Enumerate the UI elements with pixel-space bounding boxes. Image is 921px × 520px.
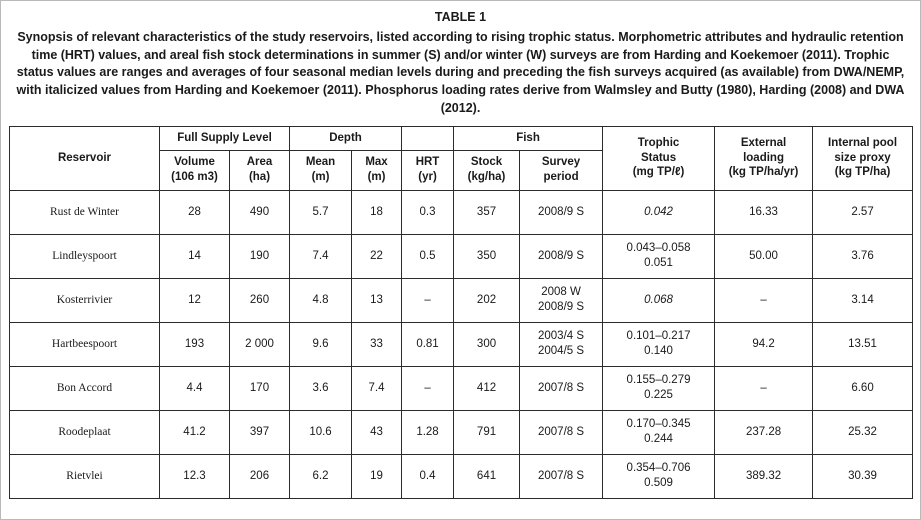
header-hrt-line1: HRT bbox=[415, 156, 440, 169]
table-head bbox=[10, 126, 913, 190]
cell-area: 170 bbox=[230, 366, 290, 410]
cell-stock: 791 bbox=[454, 410, 520, 454]
cell-area: 260 bbox=[230, 278, 290, 322]
cell-reservoir: Rust de Winter bbox=[10, 190, 160, 234]
cell-trophic-status bbox=[603, 410, 715, 454]
cell-external-loading: 389.32 bbox=[715, 454, 813, 498]
table-row bbox=[10, 410, 913, 454]
trophic-status-average: 0.042 bbox=[644, 205, 673, 218]
table-row bbox=[10, 454, 913, 498]
table-row bbox=[10, 234, 913, 278]
cell-volume: 12.3 bbox=[160, 454, 230, 498]
cell-reservoir: Bon Accord bbox=[10, 366, 160, 410]
trophic-status-range: 0.155–0.279 bbox=[626, 374, 691, 387]
cell-area: 490 bbox=[230, 190, 290, 234]
cell-external-loading: 16.33 bbox=[715, 190, 813, 234]
cell-trophic-status bbox=[603, 366, 715, 410]
cell-internal-pool-size: 3.76 bbox=[813, 234, 913, 278]
cell-survey-period bbox=[520, 234, 603, 278]
cell-volume: 14 bbox=[160, 234, 230, 278]
cell-area: 2 000 bbox=[230, 322, 290, 366]
survey-period-line1: 2007/8 S bbox=[538, 425, 585, 438]
header-hrt bbox=[402, 150, 454, 190]
cell-max-depth: 43 bbox=[352, 410, 402, 454]
header-survey-period bbox=[520, 150, 603, 190]
cell-reservoir: Roodeplaat bbox=[10, 410, 160, 454]
header-external-loading bbox=[715, 126, 813, 190]
trophic-status-average: 0.051 bbox=[644, 257, 673, 269]
survey-period-line1: 2008 W bbox=[541, 286, 581, 299]
cell-reservoir: Rietvlei bbox=[10, 454, 160, 498]
header-internal-pool-line1: Internal pool bbox=[828, 136, 898, 149]
header-fish: Fish bbox=[454, 126, 603, 150]
header-full-supply-level: Full Supply Level bbox=[160, 126, 290, 150]
header-area-line2: (ha) bbox=[248, 171, 271, 183]
cell-survey-period bbox=[520, 322, 603, 366]
table-row bbox=[10, 322, 913, 366]
cell-internal-pool-size: 2.57 bbox=[813, 190, 913, 234]
cell-max-depth: 18 bbox=[352, 190, 402, 234]
header-max-line2: (m) bbox=[367, 171, 386, 183]
survey-period-line2: 2004/5 S bbox=[538, 345, 585, 357]
trophic-status-range: 0.170–0.345 bbox=[626, 418, 691, 431]
cell-reservoir: Kosterrivier bbox=[10, 278, 160, 322]
trophic-status-range: 0.101–0.217 bbox=[626, 330, 691, 343]
trophic-status-range: 0.354–0.706 bbox=[626, 462, 691, 475]
header-mean-depth bbox=[290, 150, 352, 190]
cell-max-depth: 33 bbox=[352, 322, 402, 366]
header-max-depth bbox=[352, 150, 402, 190]
cell-hrt: 1.28 bbox=[402, 410, 454, 454]
cell-mean-depth: 9.6 bbox=[290, 322, 352, 366]
cell-area: 397 bbox=[230, 410, 290, 454]
trophic-status-average: 0.509 bbox=[644, 477, 673, 489]
header-depth: Depth bbox=[290, 126, 402, 150]
cell-stock: 350 bbox=[454, 234, 520, 278]
cell-survey-period bbox=[520, 454, 603, 498]
header-area bbox=[230, 150, 290, 190]
cell-survey-period bbox=[520, 410, 603, 454]
trophic-status-average: 0.068 bbox=[644, 293, 673, 306]
cell-mean-depth: 3.6 bbox=[290, 366, 352, 410]
header-reservoir: Reservoir bbox=[10, 126, 160, 190]
cell-volume: 193 bbox=[160, 322, 230, 366]
cell-area: 190 bbox=[230, 234, 290, 278]
trophic-status-average: 0.244 bbox=[644, 433, 673, 445]
cell-volume: 41.2 bbox=[160, 410, 230, 454]
survey-period-line1: 2003/4 S bbox=[538, 330, 585, 343]
survey-period-line1: 2008/9 S bbox=[538, 205, 585, 218]
trophic-status-range: 0.043–0.058 bbox=[626, 242, 691, 255]
cell-reservoir: Hartbeespoort bbox=[10, 322, 160, 366]
trophic-status-average: 0.140 bbox=[644, 345, 673, 357]
survey-period-line2: 2008/9 S bbox=[538, 301, 585, 313]
cell-hrt: – bbox=[402, 366, 454, 410]
cell-hrt: 0.4 bbox=[402, 454, 454, 498]
header-internal-pool-line3: (kg TP/ha) bbox=[834, 166, 891, 179]
cell-reservoir: Lindleyspoort bbox=[10, 234, 160, 278]
cell-max-depth: 7.4 bbox=[352, 366, 402, 410]
cell-mean-depth: 7.4 bbox=[290, 234, 352, 278]
cell-hrt: 0.5 bbox=[402, 234, 454, 278]
cell-stock: 202 bbox=[454, 278, 520, 322]
cell-survey-period bbox=[520, 190, 603, 234]
header-stock bbox=[454, 150, 520, 190]
header-internal-pool-size bbox=[813, 126, 913, 190]
cell-mean-depth: 4.8 bbox=[290, 278, 352, 322]
cell-survey-period bbox=[520, 278, 603, 322]
header-survey-line1: Survey bbox=[541, 156, 581, 169]
cell-max-depth: 19 bbox=[352, 454, 402, 498]
header-stock-line1: Stock bbox=[470, 156, 503, 169]
cell-external-loading: – bbox=[715, 278, 813, 322]
cell-trophic-status bbox=[603, 278, 715, 322]
cell-volume: 28 bbox=[160, 190, 230, 234]
table-row bbox=[10, 366, 913, 410]
header-hrt-line2: (yr) bbox=[418, 171, 437, 183]
cell-mean-depth: 5.7 bbox=[290, 190, 352, 234]
cell-stock: 300 bbox=[454, 322, 520, 366]
cell-hrt: – bbox=[402, 278, 454, 322]
cell-internal-pool-size: 3.14 bbox=[813, 278, 913, 322]
header-internal-pool-line2: size proxy bbox=[834, 151, 891, 164]
table-caption bbox=[9, 7, 912, 126]
table-row bbox=[10, 278, 913, 322]
cell-volume: 4.4 bbox=[160, 366, 230, 410]
cell-survey-period bbox=[520, 366, 603, 410]
header-trophic-status-line3: (mg TP/ℓ) bbox=[632, 166, 685, 179]
cell-max-depth: 13 bbox=[352, 278, 402, 322]
cell-internal-pool-size: 13.51 bbox=[813, 322, 913, 366]
cell-external-loading: 237.28 bbox=[715, 410, 813, 454]
table-row bbox=[10, 190, 913, 234]
cell-max-depth: 22 bbox=[352, 234, 402, 278]
cell-internal-pool-size: 6.60 bbox=[813, 366, 913, 410]
header-external-loading-line3: (kg TP/ha/yr) bbox=[728, 166, 799, 179]
header-volume-line2: (106 m3) bbox=[171, 171, 218, 183]
cell-external-loading: 94.2 bbox=[715, 322, 813, 366]
cell-internal-pool-size: 30.39 bbox=[813, 454, 913, 498]
cell-trophic-status bbox=[603, 454, 715, 498]
cell-trophic-status bbox=[603, 234, 715, 278]
cell-mean-depth: 6.2 bbox=[290, 454, 352, 498]
survey-period-line1: 2007/8 S bbox=[538, 381, 585, 394]
header-volume-line1: Volume bbox=[174, 156, 215, 169]
header-trophic-status-line1: Trophic bbox=[637, 136, 680, 149]
cell-external-loading: – bbox=[715, 366, 813, 410]
header-external-loading-line1: External bbox=[740, 136, 787, 149]
table-caption-text: Synopsis of relevant characteristics of the study reservoirs, listed according to rising trophic status. Morphometric attributes and hydraulic retention time (HRT) values, and areal fish stock determinations in summer (S) and/or winter (W) surveys are from Harding and Koekemoer (2011). Trophic status values are ranges and averages of four seasonal median levels during and preceding the fish surveys acquired (as available) from DWA/NEMP, with italicized values from Harding and Koekemoer (2011). Phosphorus loading rates derive from Walmsley and Butty (1980), Harding (2008) and DWA (2012). bbox=[16, 29, 905, 115]
table-header-group-row bbox=[10, 126, 913, 150]
header-survey-line2: period bbox=[543, 171, 579, 183]
header-volume bbox=[160, 150, 230, 190]
header-trophic-status bbox=[603, 126, 715, 190]
table-body bbox=[10, 190, 913, 498]
header-mean-line1: Mean bbox=[305, 156, 336, 169]
survey-period-line1: 2008/9 S bbox=[538, 249, 585, 262]
cell-volume: 12 bbox=[160, 278, 230, 322]
header-stock-line2: (kg/ha) bbox=[467, 171, 506, 183]
cell-external-loading: 50.00 bbox=[715, 234, 813, 278]
cell-internal-pool-size: 25.32 bbox=[813, 410, 913, 454]
survey-period-line1: 2007/8 S bbox=[538, 469, 585, 482]
cell-trophic-status bbox=[603, 322, 715, 366]
trophic-status-average: 0.225 bbox=[644, 389, 673, 401]
reservoir-characteristics-table bbox=[9, 126, 913, 499]
header-mean-line2: (m) bbox=[311, 171, 330, 183]
cell-hrt: 0.81 bbox=[402, 322, 454, 366]
cell-area: 206 bbox=[230, 454, 290, 498]
header-trophic-status-line2: Status bbox=[640, 151, 677, 164]
header-hrt-spacer bbox=[402, 126, 454, 150]
table-number: TABLE 1 bbox=[434, 10, 487, 24]
header-external-loading-line2: loading bbox=[743, 151, 784, 164]
cell-stock: 641 bbox=[454, 454, 520, 498]
header-area-line1: Area bbox=[246, 156, 273, 169]
cell-stock: 357 bbox=[454, 190, 520, 234]
cell-trophic-status bbox=[603, 190, 715, 234]
cell-mean-depth: 10.6 bbox=[290, 410, 352, 454]
cell-hrt: 0.3 bbox=[402, 190, 454, 234]
header-max-line1: Max bbox=[365, 156, 388, 169]
cell-stock: 412 bbox=[454, 366, 520, 410]
